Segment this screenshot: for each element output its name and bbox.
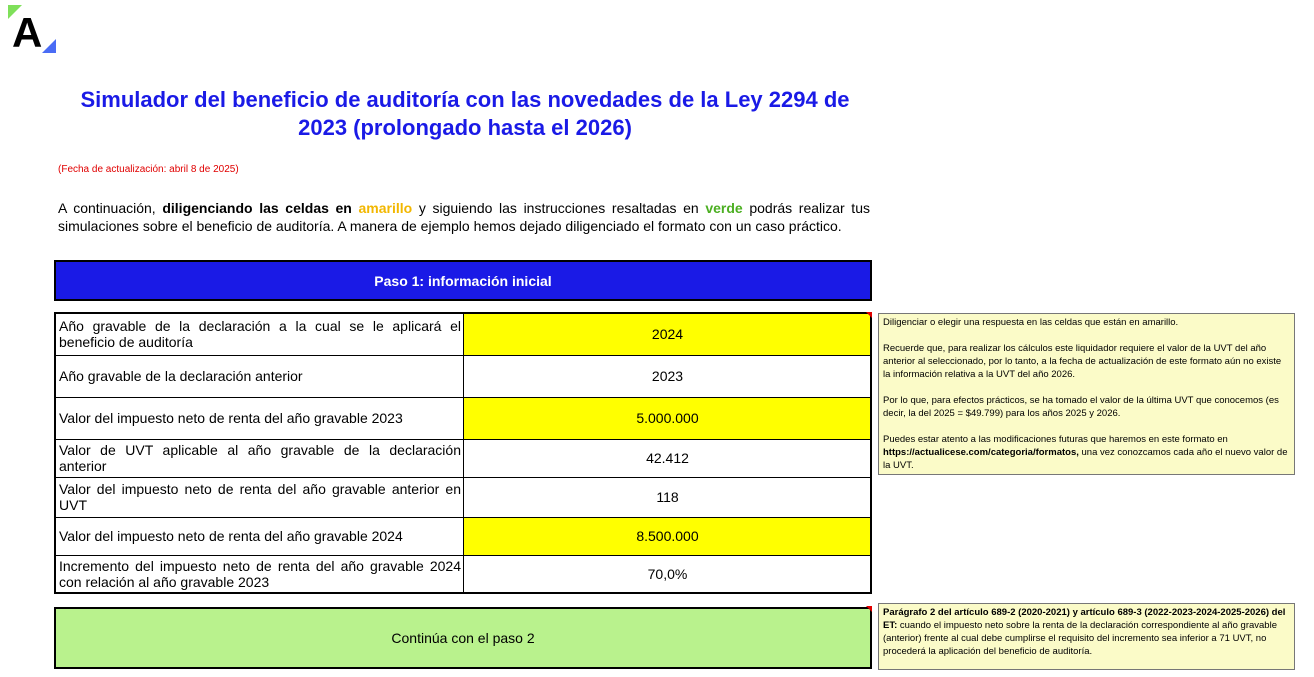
comment-indicator-icon[interactable]	[866, 312, 872, 318]
table-row	[55, 355, 871, 397]
legal-reference-text: cuando el impuesto neto sobre la renta de la declaración correspondiente al año gravable (anterior) frente al cual debe cumplirse el requisito del incremento sea inferior a 71 UVT, no procederá la aplicación del beneficio de auditoría.	[883, 620, 1277, 657]
row-label: Valor del impuesto neto de renta del año gravable anterior en UVT	[55, 477, 464, 517]
intro-text: A continuación, diligenciando las celdas en amarillo y siguiendo las instrucciones resaltadas en verde podrás realizar tus simulaciones sobre el beneficio de auditoría. A manera de ejemplo hemos dejado diligenciado el formato con un caso práctico.	[58, 200, 870, 234]
row-label: Año gravable de la declaración anterior	[55, 355, 464, 397]
row-label: Valor de UVT aplicable al año gravable de la declaración anterior	[55, 439, 464, 477]
row-label: Valor del impuesto neto de renta del año gravable 2024	[55, 517, 464, 555]
increase-percentage: 70,0%	[464, 555, 872, 593]
table-row	[55, 439, 871, 477]
formats-link[interactable]: https://actualicese.com/categoria/formatos,	[883, 447, 1079, 458]
row-label: Año gravable de la declaración a la cual se le aplicará el beneficio de auditoría	[55, 313, 464, 355]
table-row	[55, 555, 871, 593]
svg-text:A: A	[12, 9, 43, 55]
actualicese-logo[interactable]	[8, 5, 58, 55]
continue-step2-box[interactable]: Continúa con el paso 2	[54, 607, 872, 669]
page-title: Simulador del beneficio de auditoría con las novedades de la Ley 2294 de 2023 (prolongado hasta el 2026)	[80, 87, 850, 140]
table-row	[55, 313, 871, 355]
previous-year-value: 2023	[464, 355, 872, 397]
update-date: (Fecha de actualización: abril 8 de 2025)	[58, 164, 239, 175]
comment-paragraph: Por lo que, para efectos prácticos, se ha tomado el valor de la última UVT que conocemos (es decir, la del 2025 = $49.799) para los años 2025 y 2026.	[883, 395, 1279, 419]
tax-year-input[interactable]: 2024	[464, 313, 872, 355]
comment-paragraph: Puedes estar atento a las modificaciones futuras que haremos en este formato en https://actualicese.com/categoria/formatos, una vez conozcamos cada año el nuevo valor de la UVT.	[883, 434, 1288, 471]
tax-2023-input[interactable]: 5.000.000	[464, 397, 872, 439]
uvt-value: 42.412	[464, 439, 872, 477]
instructions-comment	[878, 313, 1295, 475]
tax-2024-input[interactable]: 8.500.000	[464, 517, 872, 555]
table-row	[55, 477, 871, 517]
comment-paragraph: Diligenciar o elegir una respuesta en las celdas que están en amarillo.	[883, 317, 1179, 328]
table-row	[55, 397, 871, 439]
input-table	[54, 312, 872, 594]
comment-paragraph: Recuerde que, para realizar los cálculos este liquidador requiere el valor de la UVT del año anterior al seleccionado, por lo tanto, a la fecha de actualización de este formato aún no existe la información relativa a la UVT del año 2026.	[883, 343, 1282, 380]
legal-reference-title: Parágrafo 2 del artículo 689-2 (2020-2021) y artículo 689-3 (2022-2023-2024-2025-2026) del ET:	[883, 607, 1286, 631]
comment-indicator-icon[interactable]	[866, 606, 872, 612]
legal-reference-comment	[878, 603, 1295, 670]
row-label: Valor del impuesto neto de renta del año gravable 2023	[55, 397, 464, 439]
step1-header: Paso 1: información inicial	[54, 260, 872, 301]
tax-in-uvt-value: 118	[464, 477, 872, 517]
row-label: Incremento del impuesto neto de renta del año gravable 2024 con relación al año gravable 2023	[55, 555, 464, 593]
table-row	[55, 517, 871, 555]
